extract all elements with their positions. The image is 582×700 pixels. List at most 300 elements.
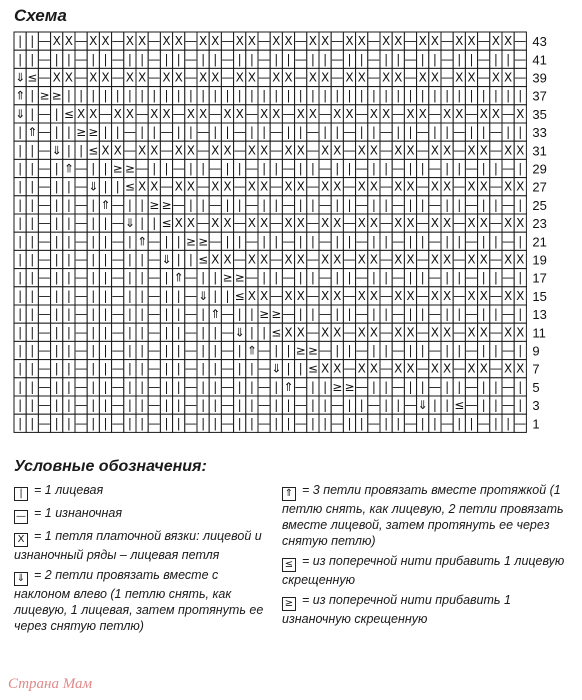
chart-symbol: | xyxy=(493,270,498,285)
chart-symbol: — xyxy=(245,106,258,121)
chart-symbol: | xyxy=(274,398,279,413)
chart-symbol: X xyxy=(406,325,415,340)
chart-symbol: | xyxy=(274,343,279,358)
chart-symbol: | xyxy=(213,343,218,358)
chart-symbol: | xyxy=(54,379,59,394)
chart-symbol: — xyxy=(38,252,51,267)
chart-symbol: X xyxy=(137,70,147,85)
chart-symbol: X xyxy=(320,70,330,85)
chart-symbol: — xyxy=(233,143,246,158)
chart-symbol: X xyxy=(162,106,171,121)
chart-symbol: | xyxy=(188,197,193,212)
chart-symbol: | xyxy=(237,361,242,376)
row-number: 5 xyxy=(532,379,540,395)
chart-symbol: | xyxy=(310,270,315,285)
chart-symbol: X xyxy=(503,143,513,158)
chart-symbol: — xyxy=(75,361,88,376)
chart-symbol: X xyxy=(333,252,342,267)
chart-symbol: | xyxy=(127,88,132,103)
chart-symbol: | xyxy=(481,379,486,394)
chart-symbol: | xyxy=(127,325,132,340)
chart-symbol: — xyxy=(453,216,466,231)
chart-symbol: X xyxy=(259,179,269,194)
chart-symbol: | xyxy=(201,398,206,413)
chart-symbol: — xyxy=(367,70,380,85)
chart-symbol: — xyxy=(221,325,234,340)
chart-symbol: X xyxy=(333,325,342,340)
chart-symbol: — xyxy=(111,325,124,340)
chart-symbol: — xyxy=(416,325,429,340)
chart-symbol: | xyxy=(481,234,486,249)
chart-symbol: | xyxy=(176,398,181,413)
chart-symbol: | xyxy=(140,52,145,67)
chart-symbol: | xyxy=(164,343,169,358)
chart-symbol: | xyxy=(286,88,291,103)
chart-symbol: | xyxy=(18,179,23,194)
chart-symbol: X xyxy=(369,216,379,231)
legend-text: = 2 петли провязать вместе с наклоном влево (1 петлю снять, как лицевую, 1 лицевая, затем протянуть ее через снятую петлю) xyxy=(14,568,264,633)
chart-symbol: — xyxy=(245,234,258,249)
chart-symbol: ≤ xyxy=(454,398,465,413)
chart-symbol: | xyxy=(164,270,169,285)
chart-symbol: | xyxy=(176,125,181,140)
chart-symbol: X xyxy=(101,143,110,158)
chart-symbol: — xyxy=(294,52,307,67)
chart-symbol: — xyxy=(111,197,124,212)
chart-symbol: — xyxy=(331,52,344,67)
chart-symbol: X xyxy=(394,143,403,158)
chart-symbol: | xyxy=(176,234,181,249)
chart-symbol: X xyxy=(320,34,330,49)
chart-symbol: | xyxy=(420,343,425,358)
chart-symbol: — xyxy=(38,179,51,194)
chart-symbol: | xyxy=(457,234,462,249)
up-arrow-icon: ⇑ xyxy=(282,487,296,501)
chart-symbol: — xyxy=(319,234,332,249)
chart-symbol: — xyxy=(502,197,515,212)
legend-item-knit xyxy=(14,482,276,501)
chart-symbol: ⇑ xyxy=(63,161,74,176)
chart-symbol: X xyxy=(150,179,159,194)
knitting-chart-grid xyxy=(14,32,547,434)
chart-symbol: — xyxy=(392,161,405,176)
chart-symbol: — xyxy=(428,343,441,358)
chart-symbol: | xyxy=(237,234,242,249)
chart-symbol: | xyxy=(371,234,376,249)
chart-symbol: ⇓ xyxy=(51,143,62,158)
chart-symbol: | xyxy=(18,125,23,140)
chart-symbol: | xyxy=(335,161,340,176)
chart-symbol: | xyxy=(518,343,523,358)
chart-symbol: — xyxy=(294,379,307,394)
chart-symbol: | xyxy=(225,161,230,176)
chart-symbol: | xyxy=(79,88,84,103)
chart-symbol: | xyxy=(420,270,425,285)
chart-symbol: X xyxy=(369,179,379,194)
chart-symbol: | xyxy=(103,416,108,431)
chart-symbol: | xyxy=(18,288,23,303)
chart-symbol: | xyxy=(91,288,96,303)
chart-symbol: — xyxy=(209,234,222,249)
chart-symbol: — xyxy=(245,161,258,176)
chart-symbol: | xyxy=(335,88,340,103)
chart-symbol: X xyxy=(357,34,366,49)
chart-symbol: — xyxy=(306,288,319,303)
chart-symbol: | xyxy=(30,270,35,285)
chart-symbol: ≤ xyxy=(27,70,38,85)
chart-symbol: X xyxy=(467,216,476,231)
chart-symbol: X xyxy=(345,34,354,49)
chart-symbol: | xyxy=(408,234,413,249)
chart-symbol: | xyxy=(140,343,145,358)
chart-symbol: | xyxy=(164,52,169,67)
chart-symbol: ≥ xyxy=(161,197,172,212)
chart-symbol: — xyxy=(319,197,332,212)
chart-symbol: | xyxy=(30,307,35,322)
chart-symbol: | xyxy=(237,197,242,212)
chart-symbol: | xyxy=(30,398,35,413)
chart-symbol: X xyxy=(479,179,488,194)
chart-symbol: — xyxy=(184,416,197,431)
chart-symbol: — xyxy=(111,379,124,394)
chart-symbol: X xyxy=(284,216,293,231)
chart-symbol: | xyxy=(54,288,59,303)
chart-symbol: — xyxy=(184,70,197,85)
chart-symbol: X xyxy=(467,179,476,194)
chart-symbol: | xyxy=(274,379,279,394)
chart-symbol: | xyxy=(481,307,486,322)
chart-symbol: | xyxy=(310,52,315,67)
chart-symbol: X xyxy=(491,34,501,49)
chart-symbol: | xyxy=(384,270,389,285)
chart-symbol: — xyxy=(331,34,344,49)
chart-symbol: | xyxy=(286,398,291,413)
chart-symbol: X xyxy=(284,70,293,85)
chart-symbol: — xyxy=(306,125,319,140)
chart-symbol: | xyxy=(30,234,35,249)
chart-symbol: — xyxy=(75,216,88,231)
chart-symbol: | xyxy=(18,379,23,394)
chart-symbol: — xyxy=(148,252,161,267)
chart-symbol: | xyxy=(103,343,108,358)
chart-symbol: — xyxy=(184,361,197,376)
chart-symbol: | xyxy=(249,52,254,67)
chart-symbol: — xyxy=(148,34,161,49)
chart-symbol: X xyxy=(296,325,305,340)
chart-symbol: — xyxy=(148,70,161,85)
chart-symbol: ≥ xyxy=(271,307,282,322)
chart-symbol: — xyxy=(221,307,234,322)
chart-symbol: ⇓ xyxy=(417,398,428,413)
chart-symbol: | xyxy=(274,161,279,176)
chart-symbol: | xyxy=(115,125,120,140)
chart-symbol: | xyxy=(432,52,437,67)
chart-symbol: ⇓ xyxy=(88,179,99,194)
chart-symbol: | xyxy=(445,88,450,103)
legend-item-purl xyxy=(14,505,276,524)
chart-symbol: — xyxy=(514,52,527,67)
chart-symbol: X xyxy=(406,288,415,303)
chart-symbol: X xyxy=(516,288,525,303)
chart-symbol: — xyxy=(428,161,441,176)
chart-symbol: | xyxy=(127,197,132,212)
chart-symbol: | xyxy=(30,288,35,303)
chart-symbol: — xyxy=(233,216,246,231)
chart-symbol: | xyxy=(188,252,193,267)
chart-symbol: | xyxy=(164,325,169,340)
chart-symbol: X xyxy=(101,70,110,85)
chart-symbol: — xyxy=(38,143,51,158)
chart-symbol: ≥ xyxy=(344,379,355,394)
chart-symbol: X xyxy=(418,70,427,85)
chart-symbol: | xyxy=(201,361,206,376)
chart-symbol: | xyxy=(66,288,71,303)
chart-symbol: | xyxy=(103,88,108,103)
chart-symbol: X xyxy=(198,34,208,49)
chart-symbol: | xyxy=(371,125,376,140)
chart-symbol: | xyxy=(201,307,206,322)
chart-symbol: | xyxy=(66,307,71,322)
chart-symbol: ≤ xyxy=(161,216,172,231)
chart-symbol: | xyxy=(91,52,96,67)
legend-item-make-knit xyxy=(282,553,574,588)
chart-symbol: — xyxy=(355,379,368,394)
chart-symbol: | xyxy=(518,270,523,285)
chart-symbol: — xyxy=(148,343,161,358)
chart-symbol: | xyxy=(420,88,425,103)
chart-symbol: — xyxy=(75,288,88,303)
chart-symbol: — xyxy=(160,179,173,194)
chart-symbol: — xyxy=(148,234,161,249)
chart-symbol: — xyxy=(428,379,441,394)
chart-symbol: — xyxy=(111,252,124,267)
chart-symbol: X xyxy=(467,288,476,303)
row-number: 3 xyxy=(532,398,540,414)
chart-symbol: | xyxy=(201,161,206,176)
legend-text: = из поперечной нити прибавить 1 лицевую скрещенную xyxy=(282,554,565,587)
chart-symbol: | xyxy=(249,416,254,431)
chart-symbol: | xyxy=(18,325,23,340)
chart-symbol: — xyxy=(111,216,124,231)
chart-symbol: — xyxy=(270,125,283,140)
chart-symbol: — xyxy=(75,270,88,285)
chart-symbol: X xyxy=(76,106,86,121)
chart-symbol: | xyxy=(152,125,157,140)
chart-symbol: X xyxy=(467,70,476,85)
chart-symbol: | xyxy=(262,270,267,285)
chart-symbol: — xyxy=(343,288,356,303)
chart-symbol: — xyxy=(221,379,234,394)
chart-symbol: X xyxy=(125,34,135,49)
chart-symbol: | xyxy=(310,379,315,394)
chart-symbol: X xyxy=(308,34,318,49)
chart-symbol: ≥ xyxy=(295,343,306,358)
chart-symbol: X xyxy=(113,106,122,121)
chart-symbol: — xyxy=(489,143,502,158)
chart-symbol: X xyxy=(503,216,513,231)
chart-symbol: | xyxy=(262,325,267,340)
chart-symbol: | xyxy=(249,88,254,103)
chart-symbol: | xyxy=(225,234,230,249)
chart-symbol: — xyxy=(428,106,441,121)
chart-symbol: | xyxy=(493,343,498,358)
chart-symbol: X xyxy=(174,216,183,231)
chart-symbol: | xyxy=(323,416,328,431)
chart-symbol: X xyxy=(211,216,220,231)
chart-symbol: | xyxy=(176,52,181,67)
chart-symbol: X xyxy=(503,34,513,49)
chart-symbol: — xyxy=(441,416,454,431)
chart-symbol: | xyxy=(518,125,523,140)
chart-symbol: — xyxy=(197,216,210,231)
chart-symbol: X xyxy=(442,179,452,194)
chart-symbol: X xyxy=(186,143,196,158)
chart-symbol: — xyxy=(355,197,368,212)
chart-symbol: — xyxy=(148,307,161,322)
chart-symbol: — xyxy=(38,234,51,249)
chart-symbol: | xyxy=(396,88,401,103)
chart-symbol: — xyxy=(38,34,51,49)
chart-symbol: | xyxy=(237,161,242,176)
scheme-title: Схема xyxy=(14,6,67,25)
chart-symbol: — xyxy=(270,143,283,158)
chart-symbol: | xyxy=(262,88,267,103)
chart-symbol: — xyxy=(380,361,393,376)
chart-symbol: — xyxy=(404,398,417,413)
chart-symbol: X xyxy=(64,70,74,85)
chart-symbol: | xyxy=(359,88,364,103)
chart-symbol: | xyxy=(457,379,462,394)
chart-symbol: ≤ xyxy=(271,325,282,340)
chart-symbol: — xyxy=(319,307,332,322)
chart-symbol: — xyxy=(514,70,527,85)
chart-symbol: | xyxy=(152,88,157,103)
chart-symbol: — xyxy=(416,361,429,376)
chart-symbol: X xyxy=(296,288,305,303)
chart-symbol: | xyxy=(140,252,145,267)
chart-symbol: | xyxy=(518,234,523,249)
chart-symbol: X xyxy=(308,106,318,121)
chart-symbol: | xyxy=(420,379,425,394)
chart-symbol: | xyxy=(30,216,35,231)
row-number: 25 xyxy=(532,197,547,213)
chart-symbol: — xyxy=(160,143,173,158)
chart-symbol: X xyxy=(442,216,452,231)
chart-symbol: X xyxy=(516,252,525,267)
chart-symbol: X xyxy=(369,106,379,121)
legend-right-column xyxy=(282,482,574,631)
chart-symbol: | xyxy=(91,234,96,249)
chart-symbol: | xyxy=(201,52,206,67)
chart-symbol: | xyxy=(298,234,303,249)
chart-symbol: ⇓ xyxy=(271,361,282,376)
chart-symbol: — xyxy=(245,197,258,212)
chart-symbol: | xyxy=(66,179,71,194)
chart-symbol: | xyxy=(384,307,389,322)
chart-symbol: X xyxy=(150,143,159,158)
chart-symbol: | xyxy=(103,234,108,249)
chart-symbol: X xyxy=(345,106,354,121)
chart-symbol: — xyxy=(441,70,454,85)
chart-symbol: — xyxy=(355,106,368,121)
chart-symbol: X xyxy=(211,143,220,158)
legend-left-column xyxy=(14,482,276,638)
chart-symbol: | xyxy=(127,270,132,285)
chart-symbol: | xyxy=(152,161,157,176)
chart-symbol: | xyxy=(91,416,96,431)
chart-symbol: | xyxy=(103,379,108,394)
chart-symbol: X xyxy=(479,288,488,303)
chart-symbol: — xyxy=(75,234,88,249)
chart-symbol: | xyxy=(176,88,181,103)
chart-symbol: X xyxy=(455,70,464,85)
chart-symbol: X xyxy=(101,34,110,49)
chart-symbol: X xyxy=(150,106,159,121)
chart-symbol: ≤ xyxy=(88,143,99,158)
chart-symbol: — xyxy=(38,361,51,376)
chart-symbol: — xyxy=(75,179,88,194)
chart-symbol: | xyxy=(481,197,486,212)
chart-symbol: | xyxy=(347,416,352,431)
chart-symbol: | xyxy=(432,88,437,103)
chart-symbol: | xyxy=(371,343,376,358)
chart-symbol: — xyxy=(294,34,307,49)
chart-symbol: | xyxy=(127,52,132,67)
chart-symbol: X xyxy=(430,179,440,194)
chart-symbol: — xyxy=(258,361,271,376)
chart-symbol: | xyxy=(213,125,218,140)
chart-symbol: — xyxy=(319,106,332,121)
chart-symbol: — xyxy=(172,106,185,121)
chart-symbol: X xyxy=(430,288,440,303)
chart-symbol: ≥ xyxy=(259,307,270,322)
chart-symbol: | xyxy=(91,197,96,212)
chart-symbol: | xyxy=(176,307,181,322)
chart-symbol: X xyxy=(235,106,244,121)
chart-symbol: | xyxy=(371,88,376,103)
chart-symbol: — xyxy=(465,270,478,285)
chart-symbol: | xyxy=(457,343,462,358)
chart-symbol: X xyxy=(125,70,135,85)
chart-symbol: — xyxy=(355,270,368,285)
chart-symbol: X xyxy=(430,70,440,85)
chart-symbol: — xyxy=(367,398,380,413)
chart-symbol: X xyxy=(64,34,74,49)
chart-symbol: ⇓ xyxy=(161,252,172,267)
chart-symbol: | xyxy=(140,88,145,103)
chart-symbol: — xyxy=(38,416,51,431)
chart-symbol: X xyxy=(503,361,513,376)
chart-symbol: — xyxy=(294,398,307,413)
chart-symbol: X xyxy=(223,216,232,231)
chart-symbol: | xyxy=(384,234,389,249)
chart-symbol: X xyxy=(516,106,525,121)
chart-symbol: X xyxy=(381,34,391,49)
chart-symbol: — xyxy=(148,398,161,413)
chart-symbol: — xyxy=(441,52,454,67)
chart-symbol: ⇑ xyxy=(283,379,294,394)
chart-symbol: — xyxy=(477,70,490,85)
chart-symbol: — xyxy=(233,125,246,140)
chart-symbol: | xyxy=(54,216,59,231)
chart-symbol: X xyxy=(442,252,452,267)
chart-symbol: X xyxy=(503,179,513,194)
chart-symbol: | xyxy=(213,361,218,376)
chart-symbol: | xyxy=(493,379,498,394)
chart-symbol: — xyxy=(343,252,356,267)
chart-symbol: ≥ xyxy=(198,234,209,249)
chart-symbol: X xyxy=(247,179,257,194)
